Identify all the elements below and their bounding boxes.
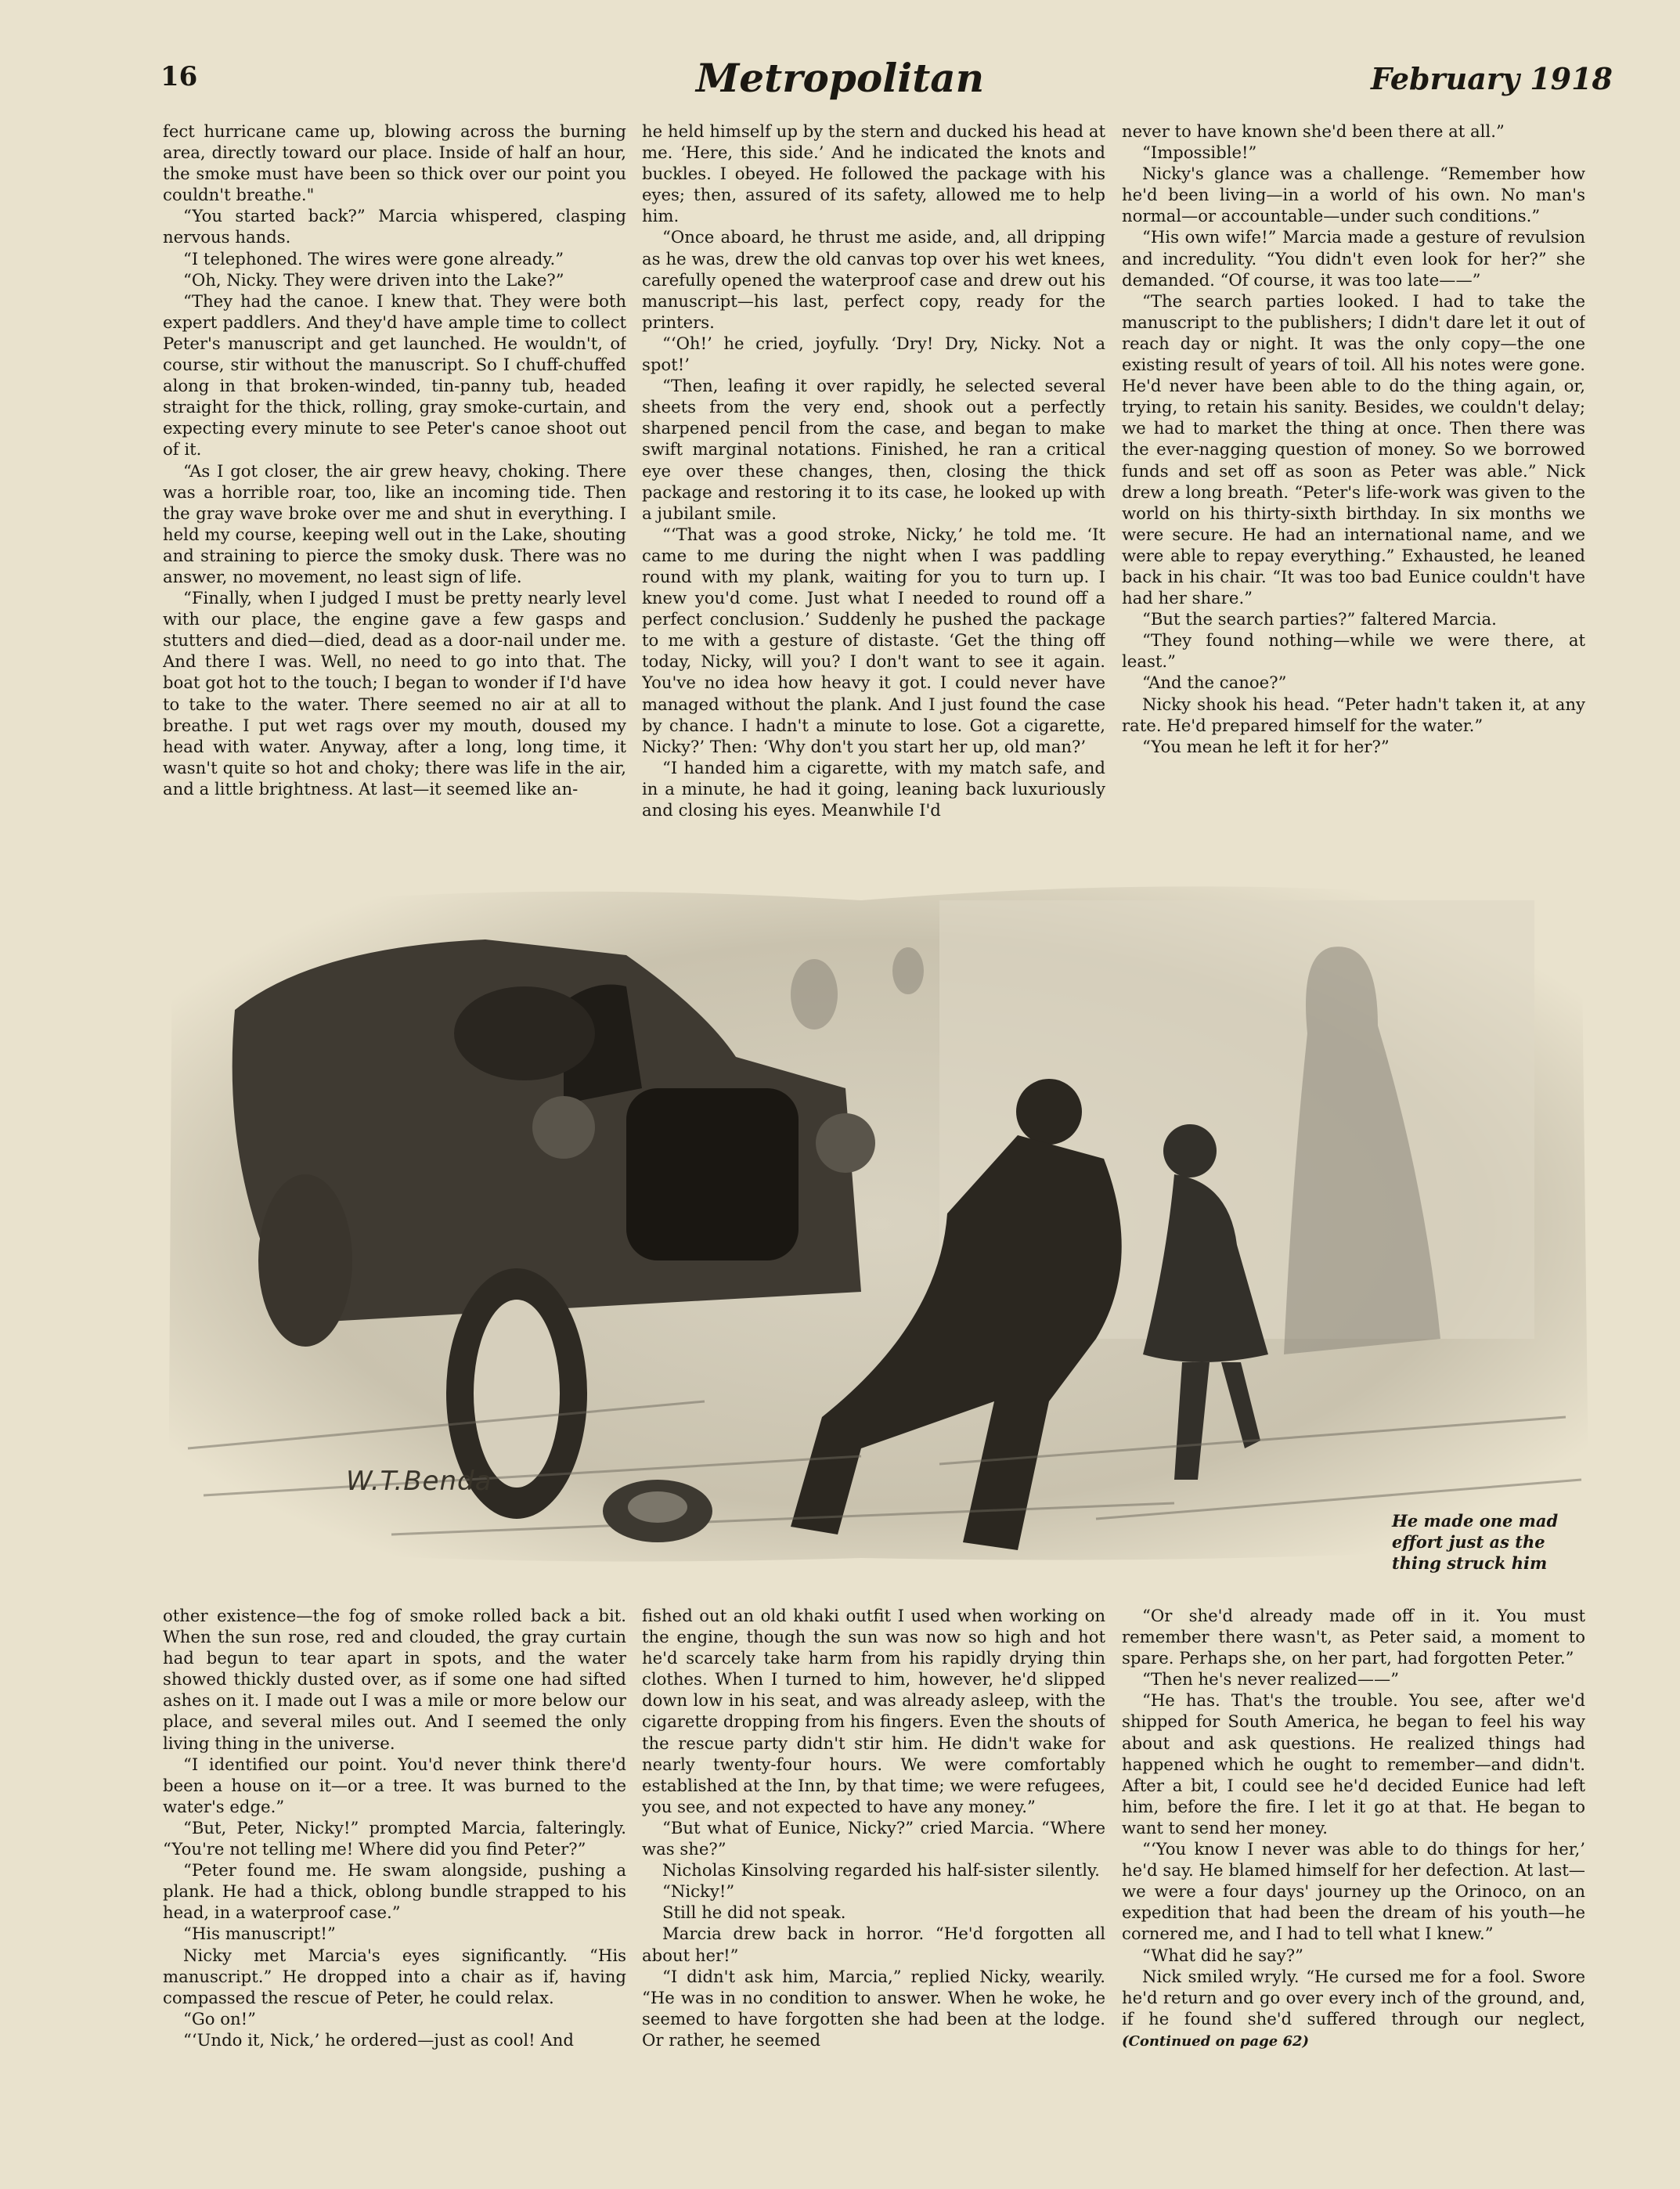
paragraph: “Oh, Nicky. They were driven into the Lake?” xyxy=(183,269,564,290)
headlamp-left xyxy=(532,1096,595,1159)
issue-date: February 1918 xyxy=(1370,61,1613,96)
illustration-caption: He made one mad effort just as the thing struck him xyxy=(1392,1511,1559,1573)
page-number: 16 xyxy=(160,61,198,92)
paragraph: “‘That was a good stroke, Nicky,’ he told me. ‘It came to me during the night when I was paddling round with my plank, waiting for you to turn up. I knew you'd come. Just what I needed to round off a perfect conclusion.’ Suddenly he pushed the package to me with a gesture of distaste. ‘Get the thing off today, Nicky, will you? I don't want to see it again. You've no idea how heavy it got. I could never have managed without the plank. And I just found the case by chance. I hadn't a minute to lose. Got a cigarette, Nicky?’ Then: ‘Why don't you start her up, old man?’ xyxy=(642,524,1105,756)
paragraph: “His own wife!” Marcia made a gesture of revulsion and incredulity. “You didn't even look for her?” she demanded. “Of course, it was too late——” xyxy=(1122,227,1585,290)
paragraph: “Impossible!” xyxy=(1142,142,1257,163)
column-3-top xyxy=(1122,121,1585,829)
driver-figure xyxy=(454,986,595,1080)
headlamp-right xyxy=(816,1113,875,1173)
paragraph: Nicky met Marcia's eyes significantly. “His manuscript.” He dropped into a chair as if, having compassed the rescue of Peter, he could relax. xyxy=(163,1945,626,2007)
paragraph: “I handed him a cigarette, with my match safe, and in a minute, he had it going, leaning back luxuriously and closing his eyes. Meanwhile I'd xyxy=(642,757,1105,820)
paragraph: “Go on!” xyxy=(183,2008,256,2029)
column-1-bottom xyxy=(163,1605,626,2122)
paragraph: “Finally, when I judged I must be pretty nearly level with our place, the engine gave a few gasps and stutters and died—died, dead as a door-nail under me. And there I was. Well, no need to go into that. The boat got hot to the touch; I began to wonder if I'd have to take to the water. There seemed no air at all to breathe. I put wet rags over my mouth, doused my head with water. Anyway, after a long, long time, it wasn't quite so hot and choky; there was life in the air, and a little brightness. At last—it seemed like an- xyxy=(163,588,626,799)
paragraph: he held himself up by the stern and ducked his head at me. ‘Here, this side.’ And he indicated the knots and buckles. I obeyed. He followed the package with his eyes; then, assured of its safety, allowed me to help him. xyxy=(642,121,1105,226)
paragraph: Still he did not speak. xyxy=(662,1902,846,1923)
paragraph: “You mean he left it for her?” xyxy=(1142,736,1390,756)
paragraph: “And the canoe?” xyxy=(1142,673,1287,693)
paragraph: “But, Peter, Nicky!” prompted Marcia, falteringly. “You're not telling me! Where did you find Peter?” xyxy=(163,1817,626,1859)
magazine-title: Metropolitan xyxy=(695,55,985,101)
column-3-bottom xyxy=(1122,1605,1585,2122)
paragraph: “I telephoned. The wires were gone already.” xyxy=(183,248,564,269)
radiator xyxy=(626,1088,799,1260)
paragraph: “‘Oh!’ he cried, joyfully. ‘Dry! Dry, Nicky. Not a spot!’ xyxy=(642,333,1105,375)
column-2-top xyxy=(642,121,1105,829)
paragraph: “‘You know I never was able to do things for her,’ he'd say. He blamed himself for her defection. At last—we were a four days' journey up the Orinoco, on an expedition that had been the dream of his youth—he cornered me, and I had to tell what I knew.” xyxy=(1122,1839,1585,1944)
paragraph: “Then he's never realized——” xyxy=(1142,1669,1400,1690)
paragraph: “Peter found me. He swam alongside, pushing a plank. He had a thick, oblong bundle strapped to his head, in a waterproof case.” xyxy=(163,1860,626,1923)
paragraph: “Or she'd already made off in it. You must remember there wasn't, as Peter said, a moment to spare. Perhaps she, on her part, had forgotten Peter.” xyxy=(1122,1606,1585,1668)
paragraph: “They had the canoe. I knew that. They were both expert paddlers. And they'd have ample time to collect Peter's manuscript and get launched. He wouldn't, of course, stir without the manuscript. So I chuff-chuffed along in that broken-winded, tin-panny tub, headed straight for the thick, rolling, gray smoke-curtain, and expecting every minute to see Peter's canoe shoot out of it. xyxy=(163,290,626,460)
paragraph: Nicky shook his head. “Peter hadn't taken it, at any rate. He'd prepared himself for the water.” xyxy=(1122,694,1585,735)
paragraph-text: Nick smiled wryly. “He cursed me for a fool. Swore he'd return and go over every inch of the ground, and, if he found she'd suffered through our neglect, xyxy=(1122,1966,1585,2029)
column-1-top xyxy=(163,121,626,829)
paragraph: “Then, leafing it over rapidly, he selected several sheets from the very end, shook out a perfectly sharpened pencil from the case, and began to make swift marginal notations. Finished, he ran a critical eye over these changes, then, closing the thick package and restoring it to its case, he looked up with a jubilant smile. xyxy=(642,376,1105,523)
paragraph: never to have known she'd been there at all.” xyxy=(1122,121,1505,141)
paragraph xyxy=(1122,1966,1585,2052)
paragraph: Nicky's glance was a challenge. “Remember how he'd been living—in a world of his own. No man's normal—or accountable—under such conditions.” xyxy=(1122,164,1585,226)
paragraph: “Nicky!” xyxy=(662,1881,735,1902)
paragraph: “What did he say?” xyxy=(1142,1945,1303,1965)
paragraph: “They found nothing—while we were there, at least.” xyxy=(1122,630,1585,672)
paragraph: “He has. That's the trouble. You see, after we'd shipped for South America, he began to feel his way about and ask questions. He realized things had happened which he ought to remember—and didn't. After a bit, I could see he'd decided Eunice had left him, before the fire. I let it go at that. He began to want to send her money. xyxy=(1122,1690,1585,1837)
column-2-bottom xyxy=(642,1605,1105,2122)
artist-signature: W.T.Benda xyxy=(346,1466,492,1497)
paragraph: fished out an old khaki outfit I used when working on the engine, though the sun was now so high and hot he'd scarcely take harm from his rapidly drying thin clothes. When I turned to him, however, he'd slipped down low in his seat, and was already asleep, with the cigarette dropping from his fingers. Even the shouts of the rescue party didn't stir him. He didn't wake for nearly twenty-four hours. We were comfortably established at the Inn, by that time; we were refugees, you see, and not expected to have any money.” xyxy=(642,1606,1105,1816)
paragraph: “His manuscript!” xyxy=(183,1924,336,1944)
paragraph: “But what of Eunice, Nicky?” cried Marcia. “Where was she?” xyxy=(642,1817,1105,1859)
continued-note: (Continued on page 62) xyxy=(1122,2032,1310,2050)
paragraph: “The search parties looked. I had to take the manuscript to the publishers; I didn't dare let it out of reach day or night. It was the only copy—the one existing result of years of toil. All his notes were gone. He'd never have been able to do the thing again, or, trying, to retain his sanity. Besides, we couldn't delay; we had to market the thing at once. Then there was the ever-nagging question of money. So we borrowed funds and set off as soon as Peter was able.” Nick drew a long breath. “Peter's life-work was given to the world on his thirty-sixth birthday. In six months we were secure. He had an international name, and we were able to repay everything.” Exhausted, he leaned back in his chair. “It was too bad Eunice couldn't have had her share.” xyxy=(1122,290,1585,608)
paragraph: “Once aboard, he thrust me aside, and, all dripping as he was, drew the old canvas top over his wet knees, carefully opened the waterproof case and drew out his manuscript—his last, perfect copy, ready for the printers. xyxy=(642,227,1105,332)
paragraph: “As I got closer, the air grew heavy, choking. There was a horrible roar, too, like an incoming tide. Then the gray wave broke over me and shut in everything. I held my course, keeping well out in the Lake, shouting and straining to pierce the smoky dusk. There was no answer, no movement, no least sign of life. xyxy=(163,460,626,586)
paragraph: fect hurricane came up, blowing across the burning area, directly toward our place. Inside of half an hour, the smoke must have been so thick over our point you couldn't breathe." xyxy=(163,121,626,205)
paragraph: “You started back?” Marcia whispered, clasping nervous hands. xyxy=(163,206,626,247)
paragraph: “I identified our point. You'd never think there'd been a house on it—or a tree. It was burned to the water's edge.” xyxy=(163,1754,626,1816)
paragraph: Marcia drew back in horror. “He'd forgotten all about her!” xyxy=(642,1924,1105,1965)
paragraph: “‘Undo it, Nick,’ he ordered—just as cool! And xyxy=(183,2029,574,2050)
paragraph: “I didn't ask him, Marcia,” replied Nicky, wearily. “He was in no condition to answer. When he woke, he seemed to have forgotten she had been at the lodge. Or rather, he seemed xyxy=(642,1966,1105,2050)
paragraph: Nicholas Kinsolving regarded his half-sister silently. xyxy=(662,1860,1100,1881)
paragraph: other existence—the fog of smoke rolled back a bit. When the sun rose, red and clouded, the gray curtain had begun to tear apart in spots, and the water showed thickly dusted over, as if some one had sifted ashes on it. I made out I was a mile or more below our place, and several miles out. And I seemed the only living thing in the universe. xyxy=(163,1606,626,1753)
rear-wheel xyxy=(258,1174,352,1347)
paragraph: “But the search parties?” faltered Marcia. xyxy=(1142,609,1497,629)
